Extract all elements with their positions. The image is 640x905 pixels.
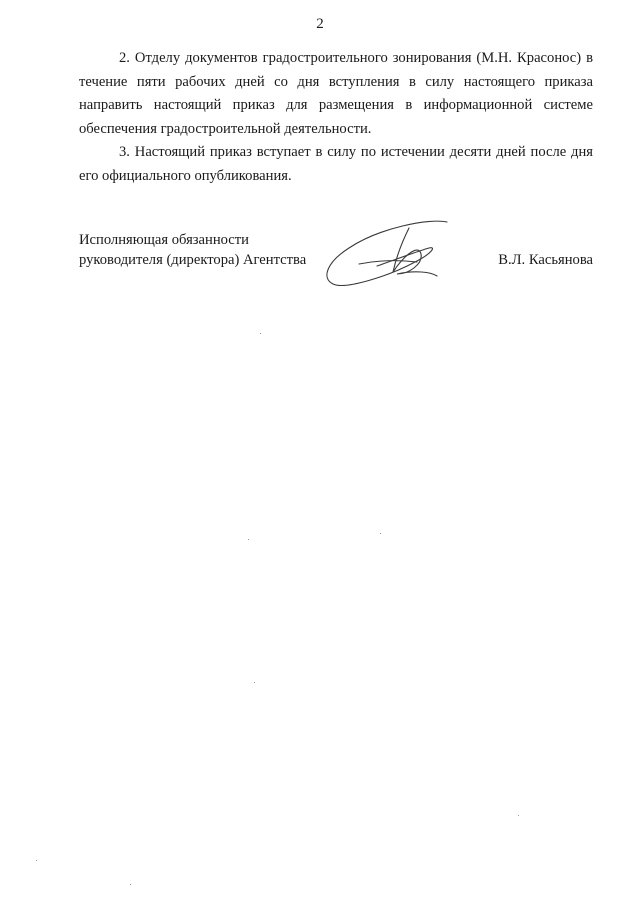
- scan-speck: [260, 333, 261, 334]
- scan-speck: [518, 815, 519, 816]
- scan-speck: [380, 533, 381, 534]
- signatory-title-line-2: руководителя (директора) Агентства: [79, 252, 307, 268]
- page-number: 2: [316, 16, 324, 32]
- signatory-title-line-1: Исполняющая обязанности: [79, 232, 249, 248]
- scan-speck: [130, 884, 131, 885]
- scan-speck: [254, 682, 255, 683]
- handwritten-signature: [319, 214, 459, 294]
- signature-block: [79, 230, 593, 310]
- signatory-name: В.Л. Касьянова: [498, 252, 593, 268]
- scan-speck: [248, 539, 249, 540]
- paragraph-2: 2. Отделу документов градостроительного зонирования (М.Н. Красонос) в течение пяти рабочих дней со дня вступления в силу настоящего приказа направить настоящий приказ для размещения в информационной системе обеспечения градостроительной деятельности.: [79, 50, 593, 137]
- scan-speck: [36, 860, 37, 861]
- paragraph-3: 3. Настоящий приказ вступает в силу по истечении десяти дней после дня его официального опубликования.: [79, 144, 593, 184]
- document-body: [79, 47, 593, 188]
- signatory-title: [79, 230, 306, 270]
